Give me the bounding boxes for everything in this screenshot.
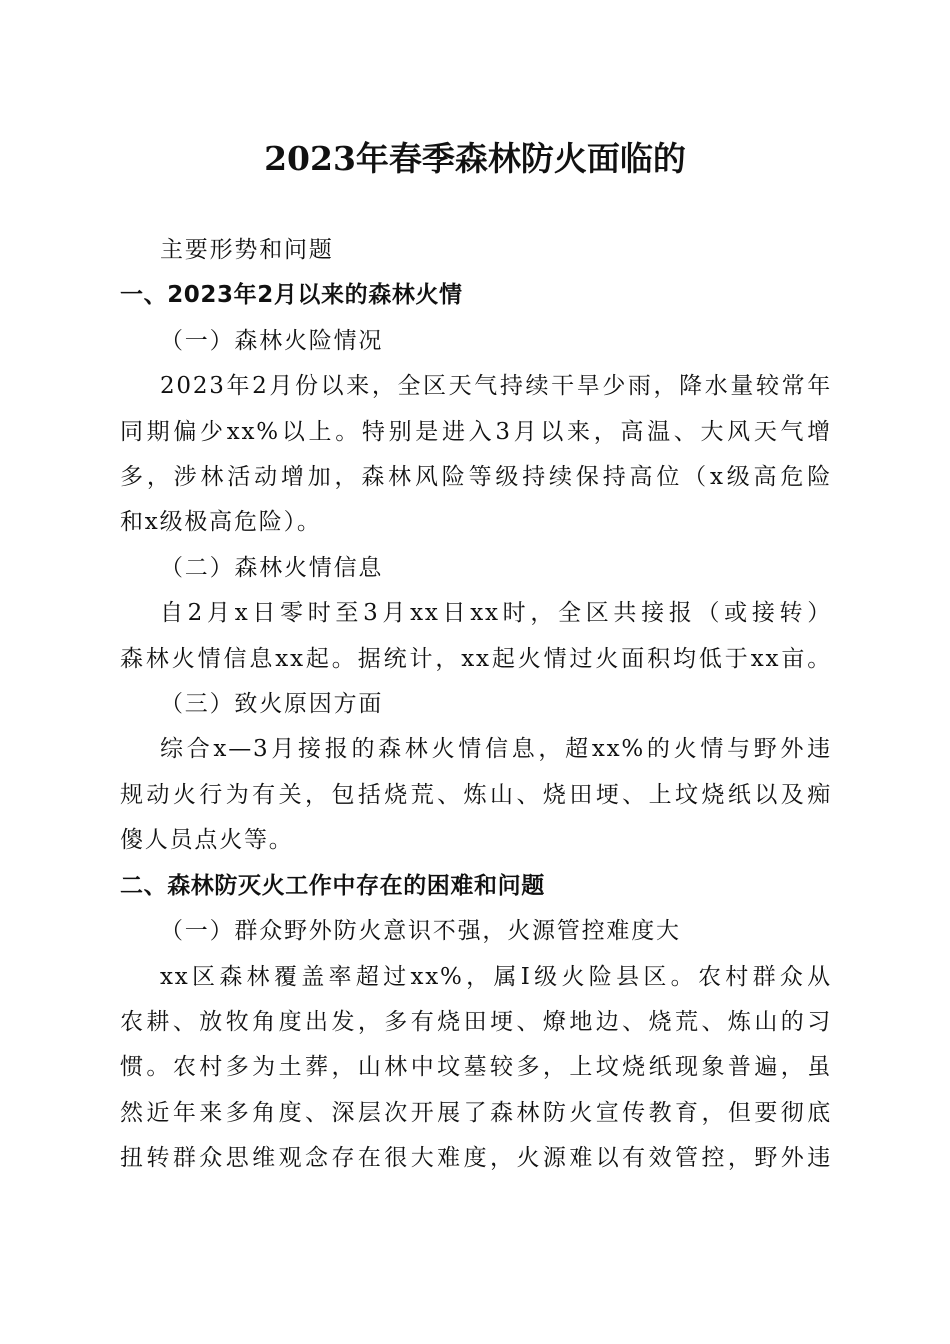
section-heading: 一、2023年2月以来的森林火情 xyxy=(120,282,463,309)
subsection-heading: （一）森林火险情况 xyxy=(160,327,384,354)
text-line: 2023年2月份以来，全区天气持续干旱少雨，降水量较常年 xyxy=(160,373,832,400)
text-line: 傻人员点火等。 xyxy=(120,827,294,854)
text-line: 惯。农村多为土葬，山林中坟墓较多，上坟烧纸现象普遍，虽 xyxy=(120,1054,832,1081)
text-line: 同期偏少xx%以上。特别是进入3月以来，高温、大风天气增 xyxy=(120,418,832,445)
subsection-heading: （一）群众野外防火意识不强，火源管控难度大 xyxy=(160,918,681,945)
text-line: 农耕、放牧角度出发，多有烧田埂、燎地边、烧荒、炼山的习 xyxy=(120,1008,832,1035)
subsection-heading: （二）森林火情信息 xyxy=(160,554,384,581)
text-line: 多，涉林活动增加，森林风险等级持续保持高位（x级高危险 xyxy=(120,464,832,491)
text-line: 然近年来多角度、深层次开展了森林防火宣传教育，但要彻底 xyxy=(120,1099,832,1126)
text-line: 主要形势和问题 xyxy=(160,237,334,263)
subsection-heading: （三）致火原因方面 xyxy=(160,691,384,718)
text-line: xx区森林覆盖率超过xx%，属I级火险县区。农村群众从 xyxy=(160,963,832,990)
document-body xyxy=(120,228,832,1182)
text-line: 扭转群众思维观念存在很大难度，火源难以有效管控，野外违 xyxy=(120,1145,832,1172)
text-line: 自2月x日零时至3月xx日xx时，全区共接报（或接转） xyxy=(160,600,832,627)
section-heading: 二、森林防灭火工作中存在的困难和问题 xyxy=(120,872,545,899)
text-line: 综合x—3月接报的森林火情信息，超xx%的火情与野外违 xyxy=(160,736,832,763)
text-line: 规动火行为有关，包括烧荒、炼山、烧田埂、上坟烧纸以及痴 xyxy=(120,781,832,808)
text-line: 森林火情信息xx起。据统计，xx起火情过火面积均低于xx亩。 xyxy=(120,645,832,672)
text-line: 和x级极高危险）。 xyxy=(120,509,322,536)
document-title: 2023年春季森林防火面临的 xyxy=(264,139,686,178)
